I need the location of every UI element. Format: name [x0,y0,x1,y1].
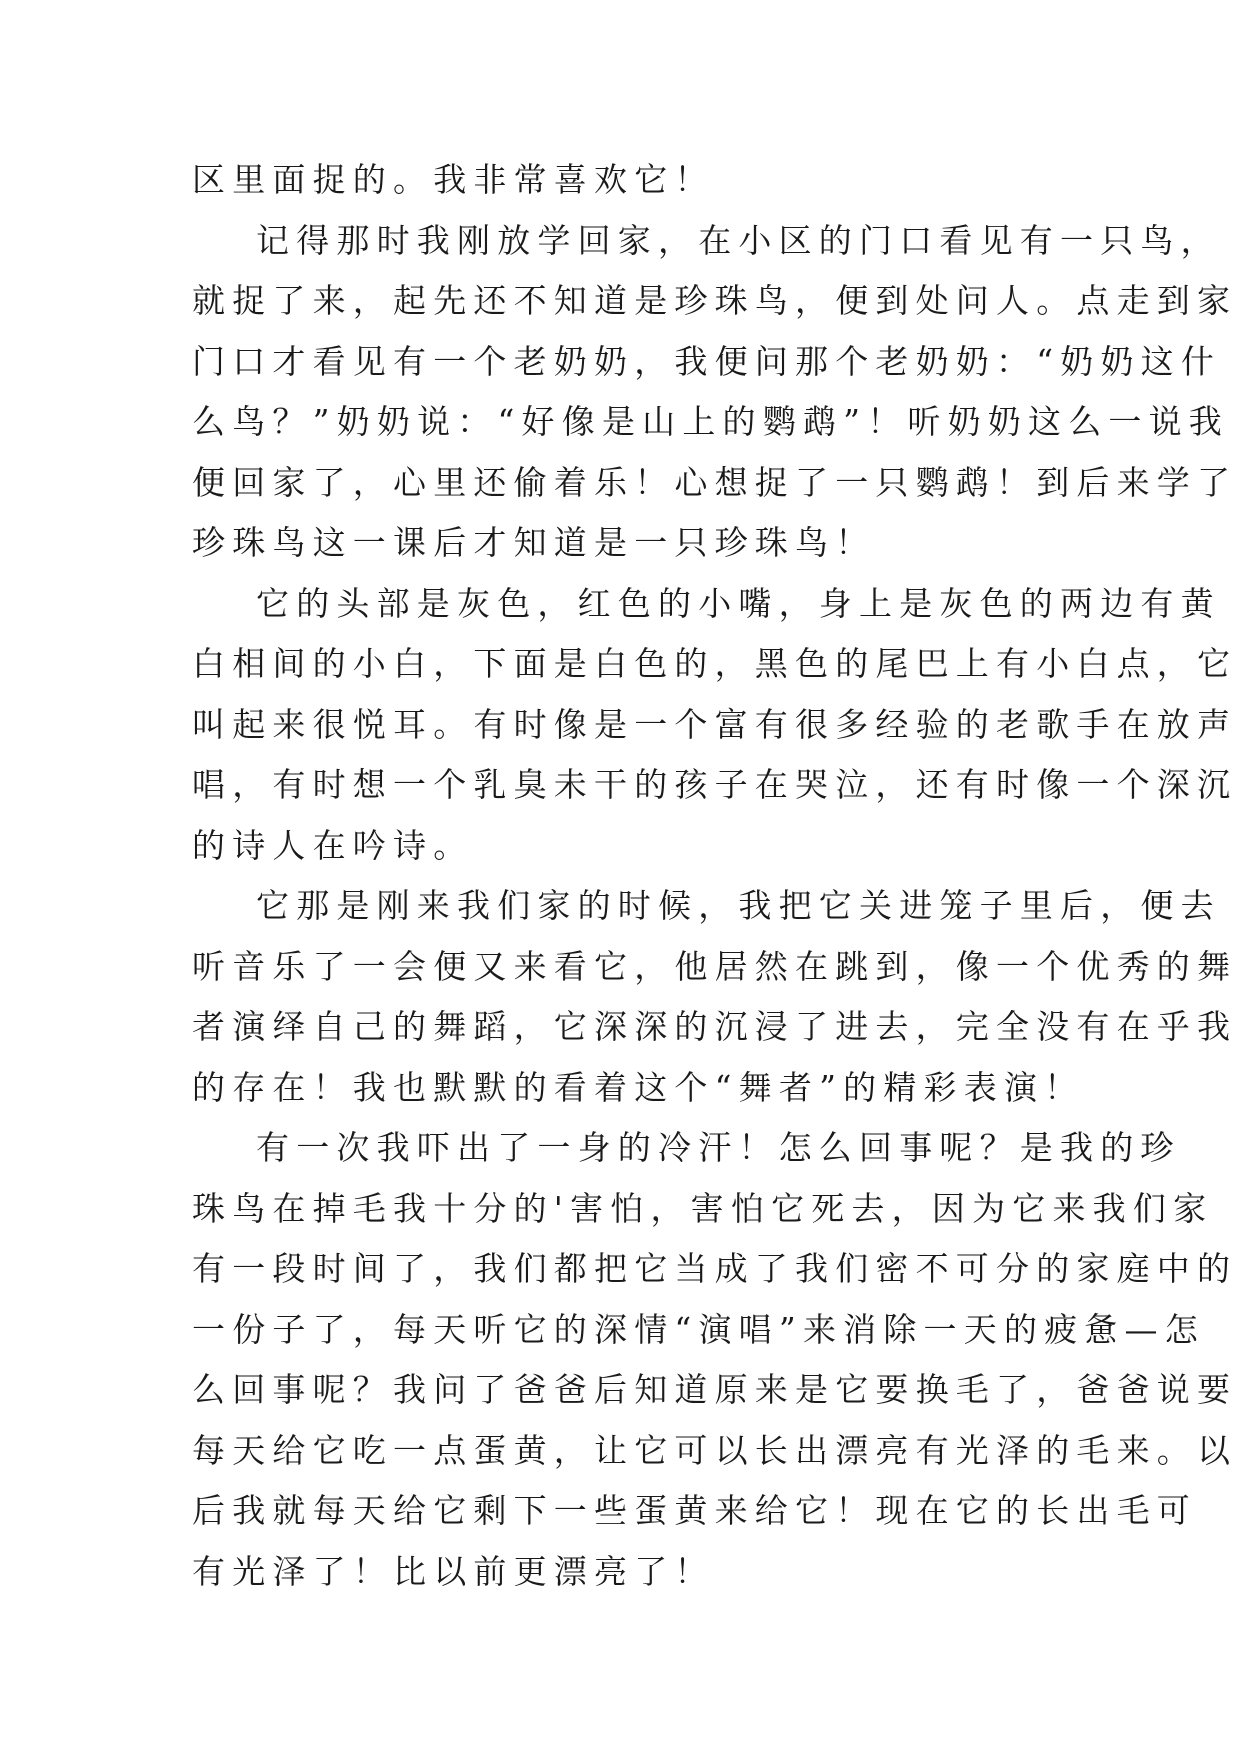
text-line: 记得那时我刚放学回家，在小区的门口看见有一只鸟， [256,220,1221,260]
text-line: 唱，有时想一个乳臭未干的孩子在哭泣，还有时像一个深沉 [192,765,1238,804]
text-line: 白相间的小白，下面是白色的，黑色的尾巴上有小白点，它 [192,644,1238,683]
text-line: 的存在！我也默默的看着这个“舞者”的精彩表演！ [192,1067,1085,1107]
paragraph-2 [192,211,1238,574]
text-line: 珍珠鸟这一课后才知道是一只珍珠鸟！ [192,523,876,562]
text-line: 门口才看见有一个老奶奶，我便问那个老奶奶：“奶奶这什 [192,341,1222,381]
text-line: 区里面捉的。我非常喜欢它！ [192,160,715,199]
text-line: 么鸟？”奶奶说：“好像是山上的鹦鹉”！听奶奶这么一说我 [192,402,1230,441]
text-line: 者演绎自己的舞蹈，它深深的沉浸了进去，完全没有在乎我 [192,1007,1238,1046]
text-line: 后我就每天给它剩下一些蛋黄来给它！现在它的长出毛可 [192,1491,1197,1530]
text-line: 有光泽了！比以前更漂亮了！ [192,1551,715,1591]
text-line: 便回家了，心里还偷着乐！心想捉了一只鹦鹉！到后来学了 [192,462,1238,502]
text-line: 就捉了来，起先还不知道是珍珠鸟，便到处问人。点走到家 [192,281,1238,320]
document-body [192,150,1238,1602]
text-line: 一份子了，每天听它的深情“演唱”来消除一天的疲惫—怎 [192,1309,1205,1349]
text-line: 叫起来很悦耳。有时像是一个富有很多经验的老歌手在放声 [192,704,1238,744]
text-line: 么回事呢？我问了爸爸后知道原来是它要换毛了，爸爸说要 [192,1370,1238,1409]
text-line: 听音乐了一会便又来看它，他居然在跳到，像一个优秀的舞 [192,946,1238,986]
text-line: 它那是刚来我们家的时候，我把它关进笼子里后，便去 [256,886,1221,925]
text-line: 的诗人在吟诗。 [192,825,474,865]
paragraph-5 [192,1118,1238,1602]
text-line: 有一次我吓出了一身的冷汗！怎么回事呢？是我的珍 [256,1128,1181,1167]
text-line: 每天给它吃一点蛋黄，让它可以长出漂亮有光泽的毛来。以 [192,1430,1238,1470]
paragraph-3 [192,574,1238,877]
text-line: 有一段时间了，我们都把它当成了我们密不可分的家庭中的 [192,1249,1238,1288]
paragraph-1 [192,150,1052,211]
paragraph-4 [192,876,1238,1118]
text-line: 珠鸟在掉毛我十分的'害怕，害怕它死去，因为它来我们家 [192,1188,1214,1228]
text-line: 它的头部是灰色，红色的小嘴，身上是灰色的两边有黄 [256,583,1221,623]
